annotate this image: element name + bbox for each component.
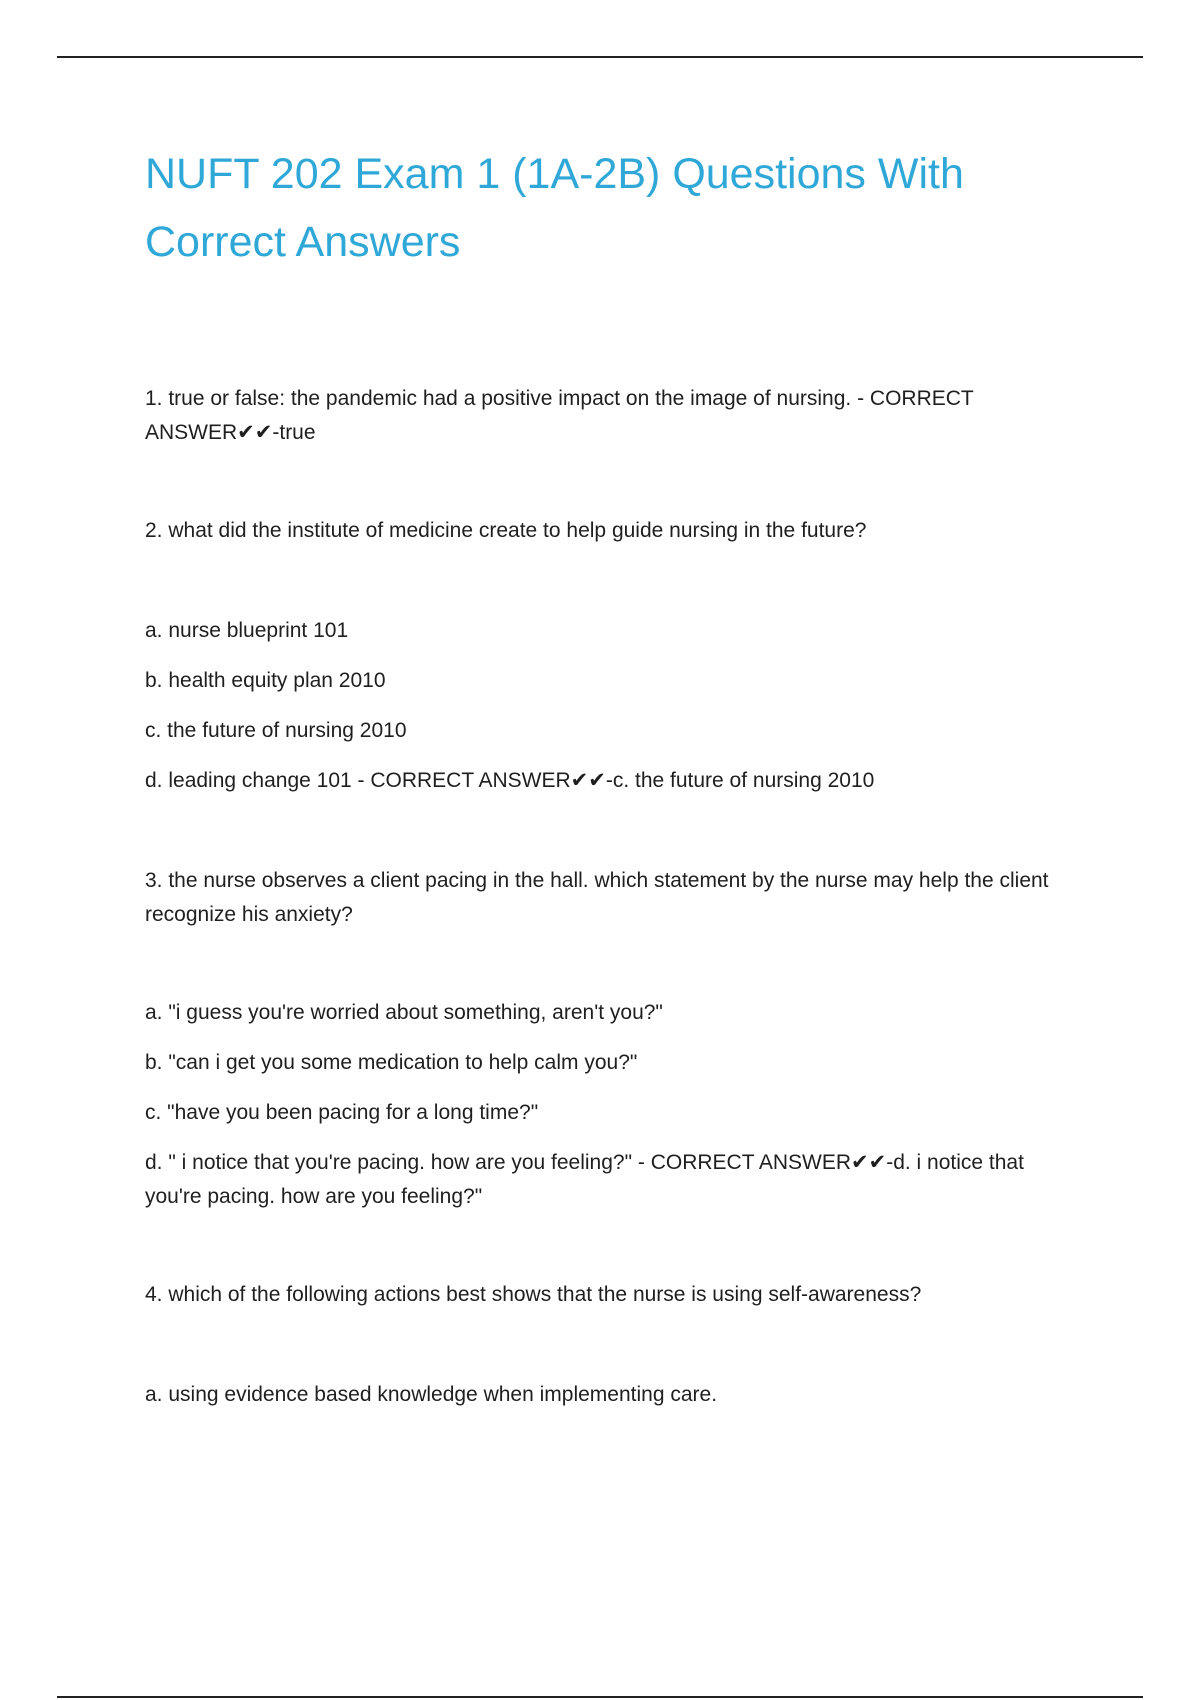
question-2: 2. what did the institute of medicine create to help guide nursing in the future? [145, 519, 867, 542]
bottom-rule [57, 1696, 1143, 1698]
question-4: 4. which of the following actions best shows that the nurse is using self-awareness? [145, 1283, 922, 1306]
question-3-option-b: b. "can i get you some medication to help calm you?" [145, 1051, 638, 1074]
question-2-option-c: c. the future of nursing 2010 [145, 719, 407, 742]
document-title: NUFT 202 Exam 1 (1A-2B) Questions With Correct Answers [145, 150, 964, 266]
question-1: 1. true or false: the pandemic had a positive impact on the image of nursing. - CORRECT ANSWER✔✔-true [145, 387, 974, 444]
question-2-option-d: d. leading change 101 - CORRECT ANSWER✔✔-c. the future of nursing 2010 [145, 769, 875, 792]
top-rule [57, 56, 1143, 58]
document-body [145, 140, 1085, 1412]
question-3-option-c: c. "have you been pacing for a long time?" [145, 1101, 539, 1124]
question-3-option-d: d. " i notice that you're pacing. how are you feeling?" - CORRECT ANSWER✔✔-d. i notice that you're pacing. how are you feeling?" [145, 1151, 1024, 1208]
question-2-option-b: b. health equity plan 2010 [145, 669, 386, 692]
question-4-option-a: a. using evidence based knowledge when implementing care. [145, 1383, 718, 1406]
question-3-option-a: a. "i guess you're worried about something, aren't you?" [145, 1001, 663, 1024]
question-3: 3. the nurse observes a client pacing in the hall. which statement by the nurse may help the client recognize his anxiety? [145, 869, 1049, 926]
question-2-option-a: a. nurse blueprint 101 [145, 619, 349, 642]
